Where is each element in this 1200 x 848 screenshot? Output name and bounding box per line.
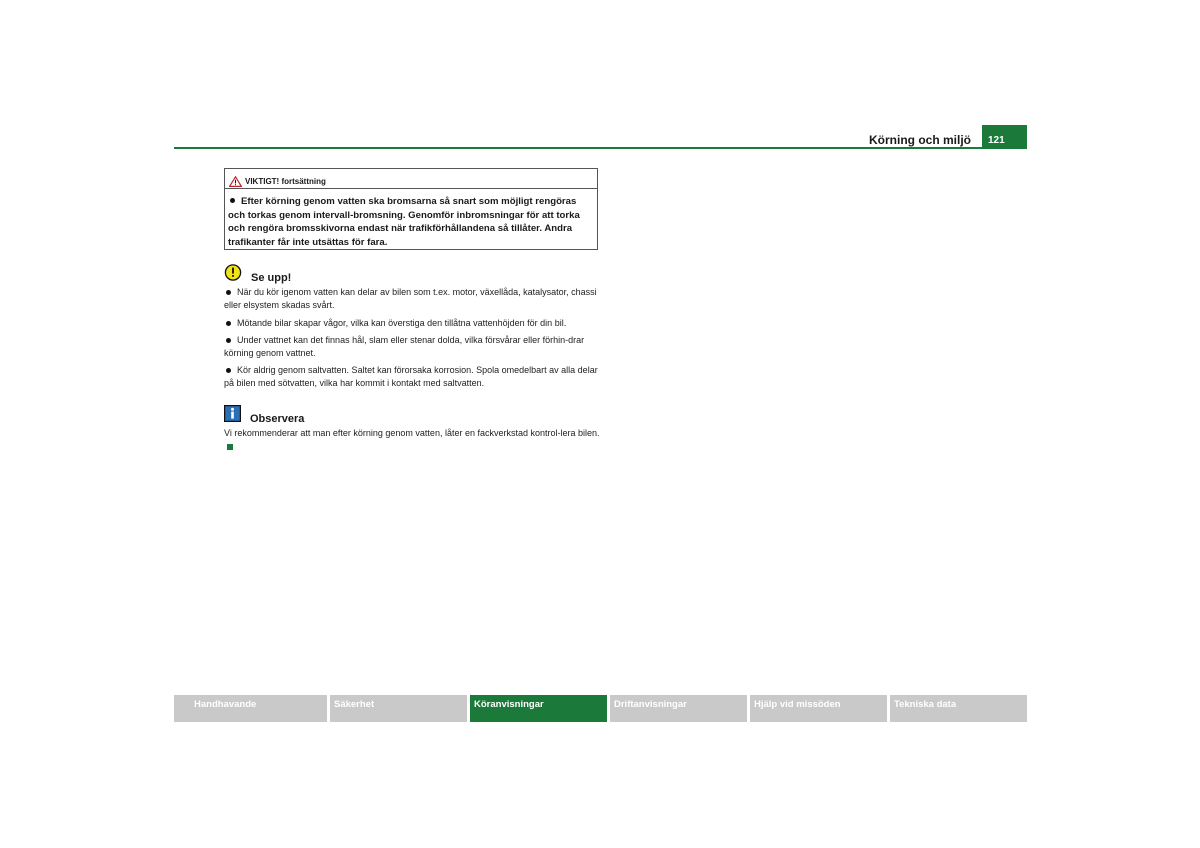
info-icon: [224, 405, 241, 425]
caution-heading: [224, 264, 291, 284]
note-text: Vi rekommenderar att man efter körning genom vatten, låter en fackverkstad kontrol-lera bilen.: [224, 428, 600, 438]
caution-item: [224, 317, 600, 330]
warning-title: VIKTIGT! fortsättning: [245, 176, 326, 186]
caution-item-text: När du kör igenom vatten kan delar av bilen som t.ex. motor, växellåda, katalysator, chassi eller elsystem skadas svårt.: [224, 287, 597, 310]
caution-item: [224, 286, 600, 312]
page-number: 121: [982, 125, 1027, 149]
end-square-icon: [227, 444, 233, 450]
nav-tab-sakerhet[interactable]: Säkerhet: [330, 695, 467, 722]
note-text-block: [224, 427, 600, 453]
nav-tab-tekniska-data[interactable]: Tekniska data: [890, 695, 1027, 722]
warning-box: [224, 168, 598, 250]
header-rule: [174, 147, 1027, 149]
chapter-nav: [174, 695, 1027, 722]
nav-tab-handhavande[interactable]: Handhavande: [174, 695, 327, 722]
caution-icon: [224, 264, 242, 284]
bullet-icon: [226, 290, 231, 295]
warning-body: [225, 189, 597, 249]
bullet-icon: [226, 368, 231, 373]
caution-item: [224, 334, 600, 360]
bullet-icon: [230, 198, 235, 203]
caution-item-text: Kör aldrig genom saltvatten. Saltet kan förorsaka korrosion. Spola omedelbart av alla delar på bilen med sötvatten, vilka har kommit i kontakt med saltvatten.: [224, 365, 598, 388]
nav-tab-hjalp-vid-missoden[interactable]: Hjälp vid missöden: [750, 695, 887, 722]
bullet-icon: [226, 321, 231, 326]
nav-tab-driftanvisningar[interactable]: Driftanvisningar: [610, 695, 747, 722]
caution-item-text: Mötande bilar skapar vågor, vilka kan överstiga den tillåtna vattenhöjden för din bil.: [237, 318, 567, 328]
caution-item: [224, 364, 600, 390]
warning-header: [225, 169, 597, 189]
warning-triangle-icon: [229, 176, 242, 187]
nav-tab-koranvisningar[interactable]: Köranvisningar: [470, 695, 607, 722]
bullet-icon: [226, 338, 231, 343]
caution-title: Se upp!: [251, 272, 292, 284]
note-title: Observera: [250, 413, 305, 425]
chapter-title: Körning och miljö: [869, 133, 971, 147]
note-heading: [224, 405, 304, 425]
warning-text: Efter körning genom vatten ska bromsarna så snart som möjligt rengöras och torkas genom intervall-bromsning. Genomför inbromsningar för att torka och rengöra bromsskivorna endast när trafikförhållandena så tillåter. Andra trafikanter får inte utsättas för fara.: [228, 196, 580, 248]
caution-item-text: Under vattnet kan det finnas hål, slam eller stenar dolda, vilka försvårar eller förhin-drar körning genom vattnet.: [224, 335, 585, 358]
